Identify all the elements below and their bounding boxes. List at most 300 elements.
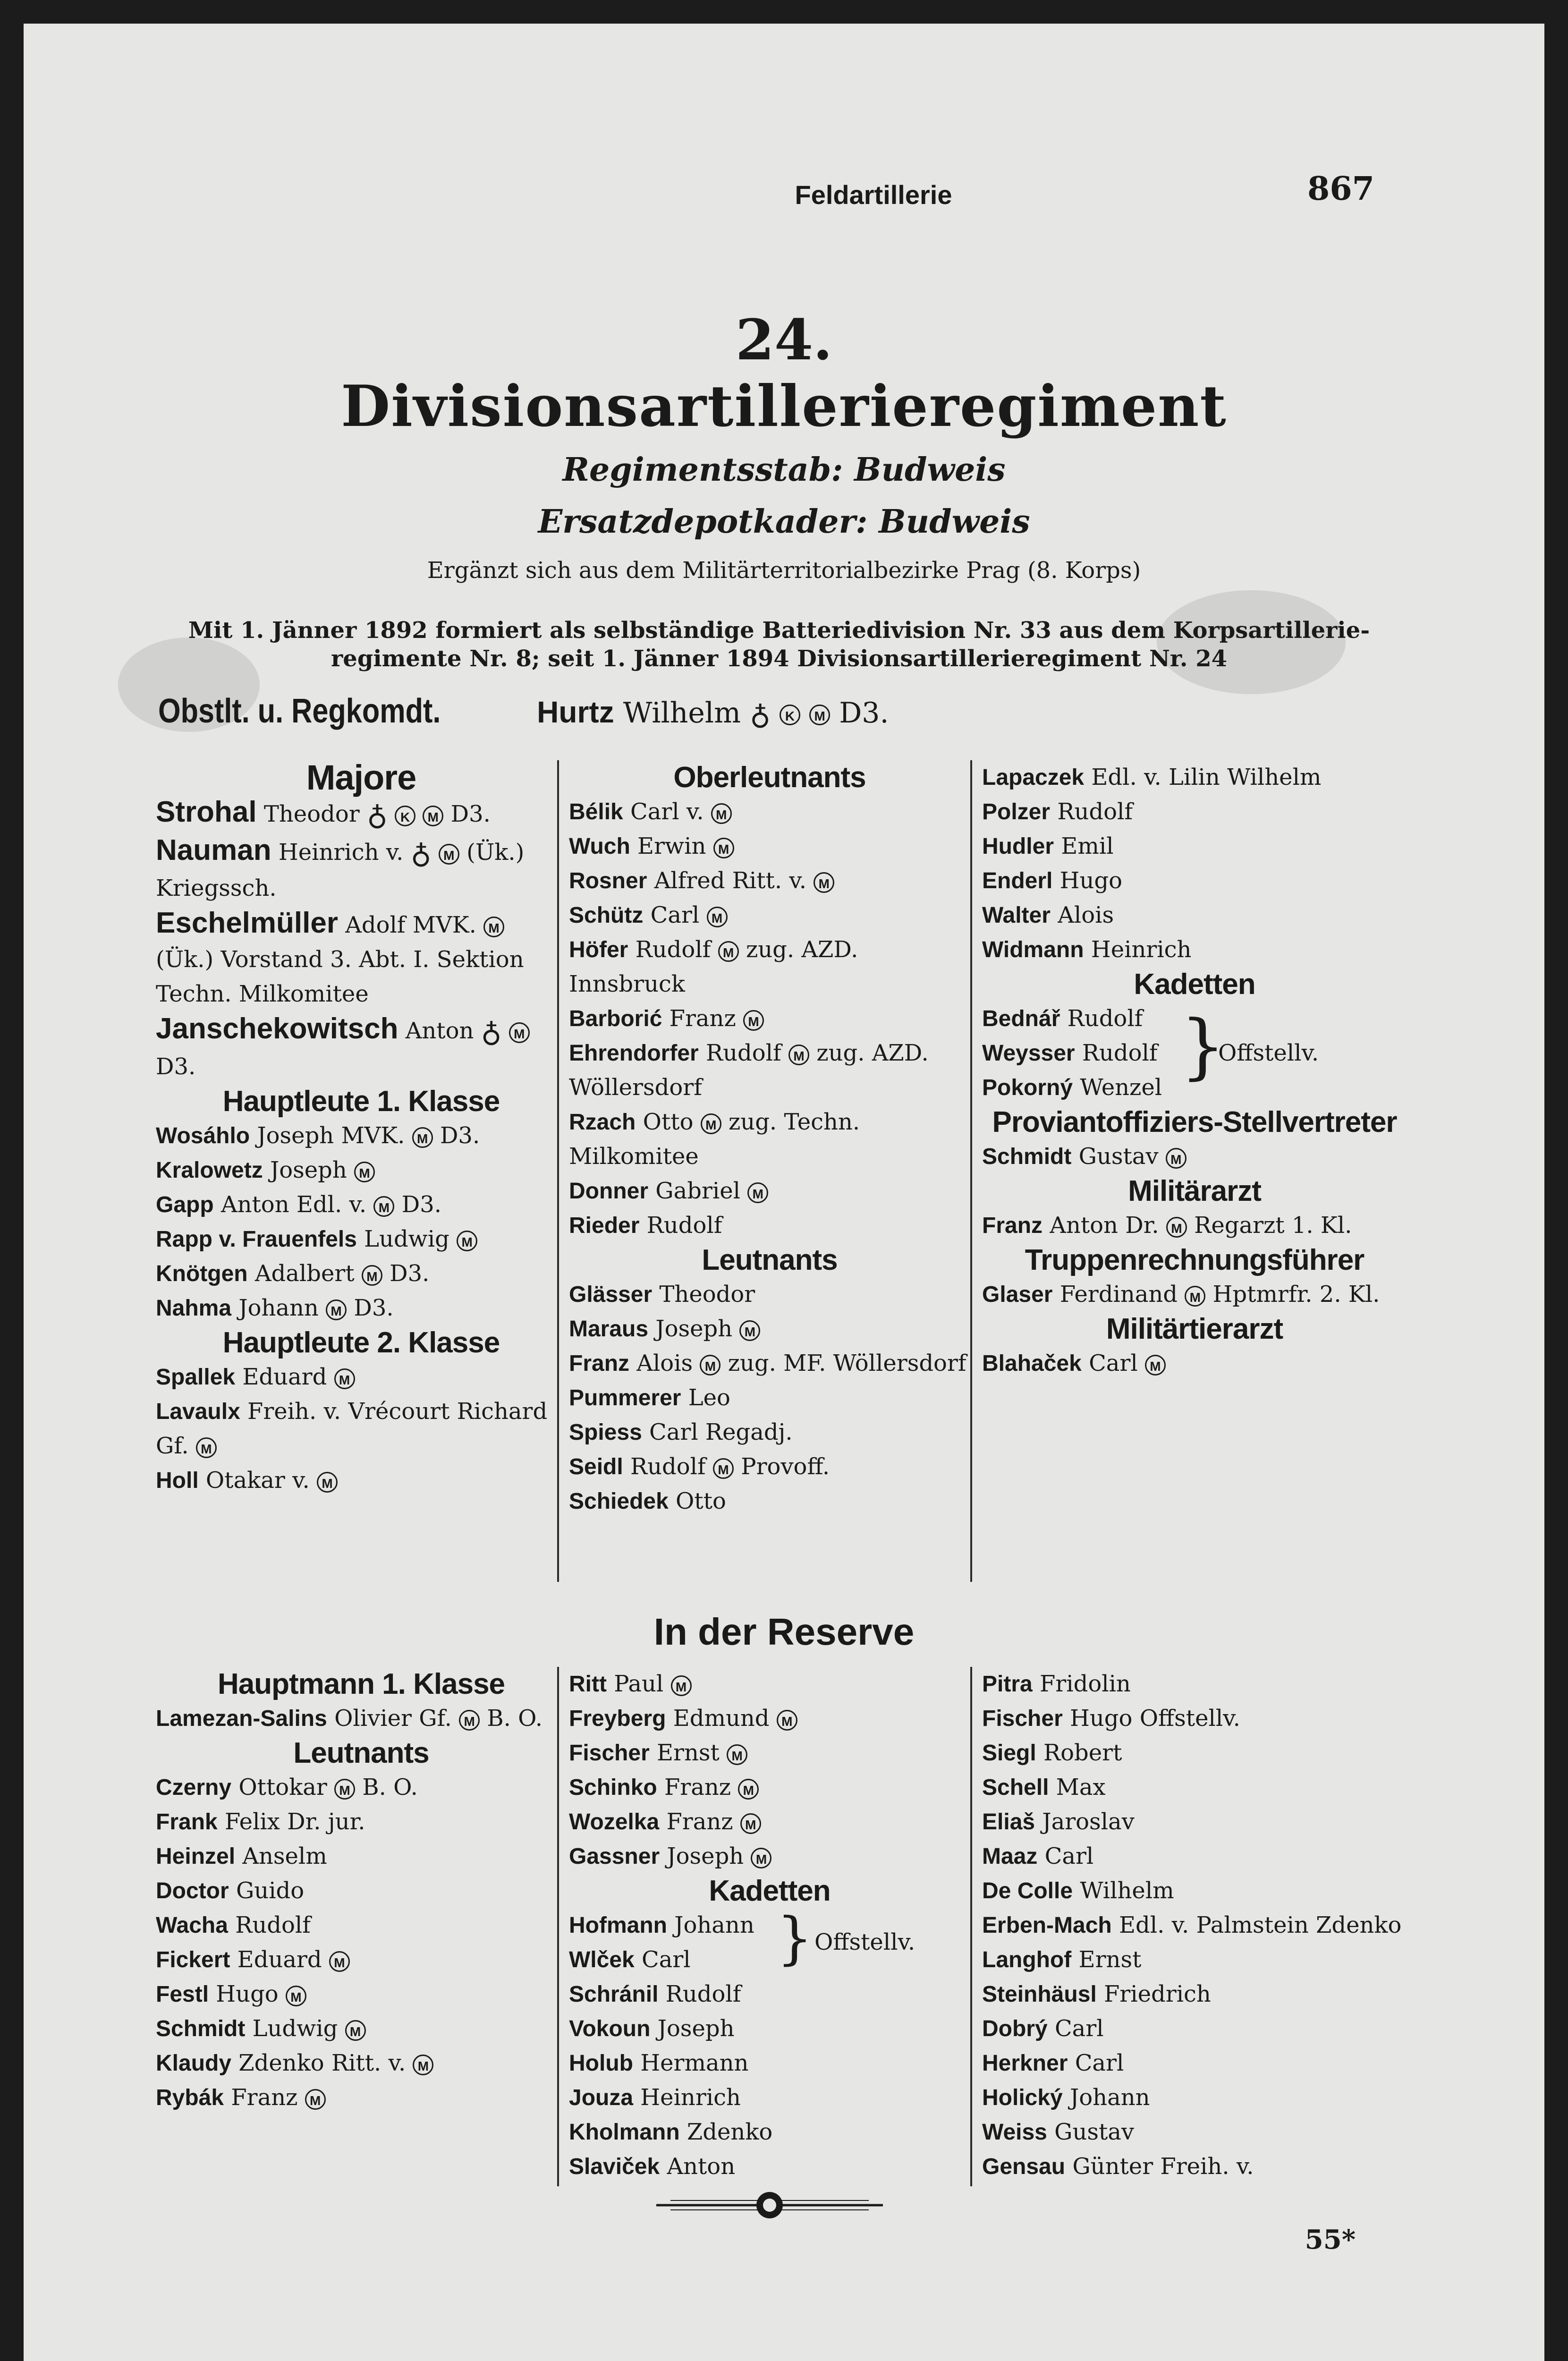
order-cross-icon: ♁	[366, 799, 388, 832]
surname: Heinzel	[156, 1844, 236, 1869]
surname: Wuch	[569, 834, 630, 859]
surname: Eliaš	[982, 1809, 1035, 1834]
given-name: Rudolf	[1057, 798, 1133, 825]
list-item	[982, 1770, 1407, 1805]
surname: Knötgen	[156, 1261, 248, 1286]
surname: Pokorný	[982, 1075, 1073, 1100]
surname: Lavaulx	[156, 1399, 240, 1424]
given-name: Heinrich v.	[278, 839, 404, 866]
mark-m-icon: M	[711, 803, 732, 824]
given-name: Joseph	[657, 2015, 735, 2042]
given-name: Adalbert	[254, 1260, 355, 1287]
mark-m-icon: M	[439, 844, 459, 865]
given-name: Ernst	[1078, 1946, 1142, 1973]
surname: Schránil	[569, 1982, 659, 2007]
list-item	[156, 1770, 567, 1805]
list-item	[156, 1839, 567, 1874]
section-heading: Proviantoffiziers-Stellvertreter	[992, 1106, 1397, 1138]
brace-icon: }	[1180, 1005, 1226, 1087]
mark-m-icon: M	[286, 1986, 306, 2006]
surname: Schütz	[569, 903, 644, 928]
list-item	[156, 1188, 567, 1222]
entry-note: (Ük.) Vorstand 3. Abt. I. Sektion Techn. Milkomitee	[156, 946, 524, 1007]
section-heading: Militärarzt	[1128, 1175, 1261, 1207]
surname: Wosáhlo	[156, 1123, 250, 1148]
list-item	[569, 1770, 970, 1805]
entry-note: Offstellv.	[1139, 1705, 1240, 1732]
given-name: Rudolf	[635, 936, 711, 963]
surname: Kholmann	[569, 2120, 680, 2145]
list-item	[569, 1805, 970, 1839]
surname: Weiss	[982, 2120, 1047, 2145]
given-name: Ludwig	[364, 1226, 449, 1252]
given-name: Franz	[669, 1005, 736, 1032]
given-name: Heinrich	[640, 2084, 741, 2111]
given-name: Gabriel	[655, 1178, 741, 1204]
list-item	[982, 1943, 1407, 1977]
given-name: Wenzel	[1080, 1074, 1162, 1101]
list-item	[156, 833, 567, 906]
reserve-column-2	[569, 1667, 970, 2184]
list-item	[982, 1977, 1407, 2012]
surname: Frank	[156, 1809, 218, 1834]
mark-m-icon: M	[743, 1010, 764, 1031]
signature-mark: 55*	[1305, 2224, 1356, 2255]
surname: Hudler	[982, 834, 1054, 859]
given-name: Fridolin	[1039, 1671, 1131, 1697]
mark-k-icon: K	[395, 806, 415, 826]
list-item	[569, 1415, 970, 1450]
list-item	[156, 1394, 567, 1463]
list-item	[982, 1346, 1407, 1381]
mark-m-icon: M	[1166, 1217, 1187, 1238]
list-item	[982, 1736, 1407, 1770]
given-name: Robert	[1043, 1740, 1122, 1766]
surname: Polzer	[982, 799, 1051, 824]
section-heading: Leutnants	[702, 1244, 838, 1276]
reserve-column-3	[982, 1667, 1407, 2184]
mark-m-icon: M	[329, 1951, 350, 1972]
list-item	[156, 795, 567, 833]
reserve-column-1	[156, 1667, 567, 2115]
mark-m-icon: M	[788, 1045, 809, 1065]
surname: Steinhäusl	[982, 1982, 1097, 2007]
mark-m-icon: M	[509, 1022, 530, 1043]
given-name: Otto	[643, 1109, 694, 1135]
commander-given: Wilhelm	[623, 696, 741, 730]
list-item	[569, 1450, 970, 1484]
recruitment-note: Ergänzt sich aus dem Militärterritorialbezirke Prag (8. Korps)	[427, 557, 1141, 584]
surname: Slaviček	[569, 2154, 660, 2179]
list-item	[569, 2012, 970, 2046]
mark-m-icon: M	[739, 1320, 760, 1341]
list-item	[982, 829, 1407, 864]
mark-m-icon: M	[713, 838, 734, 858]
list-item	[569, 1667, 970, 1701]
section-heading: Majore	[306, 758, 416, 797]
list-item	[156, 2012, 567, 2046]
given-name: Guido	[236, 1877, 305, 1904]
surname: Holl	[156, 1468, 199, 1493]
list-item	[569, 1002, 970, 1036]
list-item	[569, 2115, 970, 2149]
given-name: Friedrich	[1103, 1981, 1211, 2007]
entry-note: D3.	[354, 1295, 394, 1321]
list-item	[569, 1381, 970, 1415]
given-name: Zdenko	[687, 2119, 773, 2145]
given-name: Johann	[674, 1912, 754, 1938]
surname: Czerny	[156, 1775, 232, 1800]
mark-m-icon: M	[809, 705, 830, 725]
section-heading: Kadetten	[1134, 968, 1255, 1001]
surname: Nauman	[156, 834, 271, 866]
surname: Fischer	[982, 1706, 1063, 1731]
given-name: Carl	[1089, 1350, 1138, 1376]
page	[24, 24, 1544, 2361]
list-item	[156, 1222, 567, 1257]
list-item	[156, 1943, 567, 1977]
page-number: 867	[1307, 170, 1374, 208]
entry-note: D3.	[450, 801, 491, 827]
list-item	[569, 1208, 970, 1243]
surname: Festl	[156, 1982, 209, 2007]
list-item	[156, 1011, 567, 1084]
mark-m-icon: M	[373, 1196, 394, 1217]
list-item	[156, 1360, 567, 1394]
entry-note: Provoff.	[741, 1453, 830, 1480]
given-name: Ferdinand	[1059, 1281, 1178, 1308]
entry-note: D3.	[401, 1191, 441, 1218]
surname: Bélik	[569, 799, 623, 824]
given-name: Joseph MVK.	[257, 1122, 405, 1149]
given-name: Jaroslav	[1042, 1809, 1135, 1835]
mark-m-icon: M	[718, 941, 739, 962]
given-name: Freih. v. Vrécourt Richard Gf.	[156, 1398, 548, 1459]
list-item	[156, 1977, 567, 2012]
given-name: Leo	[688, 1384, 730, 1411]
mark-m-icon: M	[1185, 1286, 1205, 1307]
mark-m-icon: M	[334, 1779, 355, 1800]
surname: Franz	[569, 1351, 630, 1376]
surname: Glaser	[982, 1282, 1053, 1307]
given-name: Otakar v.	[205, 1467, 310, 1494]
list-item	[569, 829, 970, 864]
given-name: Ludwig	[252, 2015, 338, 2042]
mark-m-icon: M	[334, 1368, 355, 1389]
column-divider	[970, 760, 972, 1582]
given-name: Paul	[614, 1671, 664, 1697]
surname: Franz	[982, 1213, 1043, 1238]
given-name: Carl	[1044, 1843, 1094, 1869]
list-item	[982, 1908, 1407, 1943]
given-name: Ernst	[657, 1740, 720, 1766]
given-name: Otto	[676, 1488, 726, 1514]
given-name: Carl	[650, 902, 700, 928]
given-name: Anton Edl. v.	[220, 1191, 367, 1218]
list-item	[569, 2046, 970, 2081]
list-item	[982, 760, 1407, 795]
list-item	[569, 1312, 970, 1346]
mark-m-icon: M	[777, 1710, 797, 1731]
order-cross-icon: ♁	[481, 1016, 502, 1049]
list-item	[982, 1874, 1407, 1908]
given-name: Franz	[666, 1809, 733, 1835]
surname: Gensau	[982, 2154, 1066, 2179]
depot: Ersatzdepotkader: Budweis	[538, 503, 1030, 541]
list-item	[569, 1346, 970, 1381]
list-item	[569, 1839, 970, 1874]
surname: Lamezan-Salins	[156, 1706, 327, 1731]
mark-m-icon: M	[317, 1472, 338, 1493]
list-item	[982, 933, 1407, 967]
surname: Doctor	[156, 1878, 229, 1903]
brace-icon: }	[777, 1906, 813, 1971]
given-name: Joseph	[270, 1157, 347, 1183]
surname: Widmann	[982, 937, 1084, 962]
order-cross-icon: ♁	[410, 837, 432, 870]
given-name: Joseph	[667, 1843, 744, 1869]
given-name: Anton	[667, 2153, 736, 2180]
list-item	[569, 2081, 970, 2115]
list-item	[982, 1139, 1407, 1174]
entry-note: (Ük.) Kriegssch.	[156, 839, 525, 901]
list-item	[982, 2081, 1407, 2115]
given-name: Edl. v. Lilin Wilhelm	[1091, 764, 1322, 790]
list-item	[569, 1174, 970, 1208]
entry-note: D3.	[440, 1122, 480, 1149]
mark-m-icon: M	[362, 1265, 382, 1286]
surname: Rosner	[569, 868, 647, 893]
given-name: Franz	[664, 1774, 731, 1800]
section-heading: Truppenrechnungsführer	[1025, 1244, 1365, 1276]
mark-m-icon: M	[326, 1299, 347, 1320]
given-name: Felix Dr. jur.	[224, 1809, 365, 1835]
mark-m-icon: M	[1145, 1355, 1166, 1376]
given-name: Heinrich	[1091, 936, 1192, 963]
given-name: Carl	[1075, 2050, 1124, 2076]
given-name: Carl v.	[630, 798, 704, 825]
entry-note: zug. AZD. Innsbruck	[569, 936, 858, 997]
entry-note: Hptmrfr. 2. Kl.	[1212, 1281, 1380, 1308]
mark-m-icon: M	[459, 1710, 480, 1731]
list-item	[569, 864, 970, 898]
mark-m-icon: M	[671, 1675, 692, 1696]
list-item	[156, 2081, 567, 2115]
mark-k-icon: K	[780, 705, 800, 725]
given-name: Franz	[231, 2084, 298, 2111]
list-item	[982, 2012, 1407, 2046]
given-name: Erwin	[637, 833, 706, 859]
mark-m-icon: M	[345, 2020, 366, 2041]
list-item	[569, 933, 970, 1002]
list-item	[156, 1701, 567, 1736]
list-item	[982, 1805, 1407, 1839]
ornament-divider-icon	[652, 2186, 888, 2224]
surname: Pummerer	[569, 1385, 681, 1410]
given-name: Anton Dr.	[1050, 1212, 1159, 1239]
mark-m-icon: M	[713, 1458, 734, 1479]
surname: Holický	[982, 2085, 1063, 2110]
list-item	[569, 1105, 970, 1174]
given-name: Anselm	[242, 1843, 327, 1869]
mark-m-icon: M	[423, 806, 443, 826]
entry-note: zug. Techn. Milkomitee	[569, 1109, 860, 1170]
list-item	[156, 906, 567, 1011]
given-name: Max	[1056, 1774, 1106, 1800]
section-heading: Hauptleute 1. Klasse	[222, 1085, 500, 1118]
regimental-staff: Regimentsstab: Budweis	[562, 451, 1006, 489]
section-heading: Kadetten	[709, 1875, 831, 1907]
column-2	[569, 760, 970, 1519]
section-heading: Hauptleute 2. Klasse	[222, 1326, 500, 1359]
surname: Vokoun	[569, 2016, 651, 2041]
cadet-note: Offstellv.	[814, 1929, 915, 1955]
cadet-group	[982, 1002, 1407, 1105]
surname: Gapp	[156, 1192, 214, 1217]
surname: Erben-Mach	[982, 1913, 1112, 1938]
surname: Klaudy	[156, 2051, 232, 2076]
surname: Pitra	[982, 1672, 1033, 1697]
list-item	[156, 2046, 567, 2081]
mark-m-icon: M	[747, 1182, 768, 1203]
cadet-group	[569, 1908, 970, 1977]
given-name: Gustav	[1078, 1143, 1159, 1170]
surname: Rybák	[156, 2085, 224, 2110]
surname: Kralowetz	[156, 1158, 263, 1183]
given-name: Anton	[405, 1018, 474, 1044]
given-name: Alois	[636, 1350, 693, 1376]
surname: Ehrendorfer	[569, 1041, 699, 1066]
given-name: Joseph	[655, 1316, 733, 1342]
given-name: Edmund	[673, 1705, 770, 1732]
surname: Donner	[569, 1179, 648, 1204]
mark-m-icon: M	[305, 2089, 326, 2110]
given-name: Johann	[1070, 2084, 1150, 2111]
given-name: Hugo	[1059, 867, 1123, 894]
history-note: Mit 1. Jänner 1892 formiert als selbständige Batteriedivision Nr. 33 aus dem Korpsartillerie-regimente Nr. 8; seit 1. Jänner 1894 Divisionsartillerieregiment Nr. 24	[188, 617, 1370, 672]
given-name: Rudolf	[1082, 1040, 1158, 1066]
list-item	[982, 1208, 1407, 1243]
mark-m-icon: M	[727, 1744, 747, 1765]
list-item	[982, 1277, 1407, 1312]
entry-note: B. O.	[487, 1705, 542, 1732]
mark-m-icon: M	[740, 1813, 761, 1834]
given-name: Alfred Ritt. v.	[654, 867, 807, 894]
surname: Schmidt	[982, 1144, 1072, 1169]
list-item	[569, 1277, 970, 1312]
list-item	[569, 1036, 970, 1105]
section-heading: Leutnants	[293, 1737, 429, 1769]
surname: Wozelka	[569, 1809, 660, 1834]
mark-m-icon: M	[707, 907, 728, 927]
surname: Dobrý	[982, 2016, 1048, 2041]
mark-m-icon: M	[412, 1127, 433, 1148]
list-item	[982, 1839, 1407, 1874]
mark-m-icon: M	[814, 872, 834, 893]
list-item	[156, 1874, 567, 1908]
section-heading: Oberleutnants	[673, 761, 866, 794]
mark-m-icon: M	[354, 1162, 375, 1182]
section-heading: Hauptmann 1. Klasse	[217, 1668, 505, 1700]
list-item	[156, 1257, 567, 1291]
commander-line	[158, 692, 1433, 731]
entry-note: zug. AZD. Wöllersdorf	[569, 1040, 929, 1101]
list-item	[569, 1977, 970, 2012]
list-item	[982, 1667, 1407, 1701]
list-item	[156, 1291, 567, 1325]
surname: De Colle	[982, 1878, 1073, 1903]
surname: Lapaczek	[982, 765, 1085, 790]
given-name: Günter Freih. v.	[1072, 2153, 1254, 2180]
given-name: Gustav	[1054, 2119, 1135, 2145]
given-name: Rudolf	[630, 1453, 706, 1480]
given-name: Carl	[642, 1946, 691, 1973]
mark-m-icon: M	[457, 1231, 477, 1251]
surname: Freyberg	[569, 1706, 666, 1731]
surname: Schinko	[569, 1775, 657, 1800]
list-item	[982, 2046, 1407, 2081]
surname: Glässer	[569, 1282, 653, 1307]
surname: Rieder	[569, 1213, 640, 1238]
surname: Bednář	[982, 1006, 1060, 1031]
given-name: Alois	[1058, 902, 1114, 928]
list-item	[982, 2115, 1407, 2149]
surname: Herkner	[982, 2051, 1068, 2076]
surname: Barborić	[569, 1006, 662, 1031]
given-name: Johann	[238, 1295, 319, 1321]
surname: Schell	[982, 1775, 1049, 1800]
commander-suffix: D3.	[839, 696, 889, 730]
running-head: Feldartillerie	[795, 180, 952, 210]
surname: Langhof	[982, 1947, 1072, 1972]
surname: Rzach	[569, 1110, 636, 1135]
surname: Maraus	[569, 1316, 649, 1342]
given-name: Eduard	[242, 1364, 327, 1390]
list-item	[982, 795, 1407, 829]
surname: Schiedek	[569, 1489, 669, 1514]
given-name: Theodor	[263, 801, 360, 827]
mark-m-icon: M	[751, 1848, 771, 1868]
given-name: Wilhelm	[1080, 1877, 1174, 1904]
given-name: Eduard	[237, 1946, 322, 1973]
mark-m-icon: M	[738, 1779, 759, 1800]
reserve-title: In der Reserve	[653, 1611, 915, 1653]
entry-note: D3.	[390, 1260, 430, 1287]
surname: Spiess	[569, 1420, 642, 1445]
surname: Jouza	[569, 2085, 634, 2110]
list-item	[156, 1153, 567, 1188]
surname: Seidl	[569, 1454, 623, 1479]
mark-m-icon: M	[483, 917, 504, 937]
surname: Blahaček	[982, 1351, 1082, 1376]
given-name: Carl	[1054, 2015, 1104, 2042]
mark-m-icon: M	[196, 1437, 217, 1458]
given-name: Edl. v. Palmstein Zdenko	[1119, 1912, 1402, 1938]
given-name: Rudolf	[235, 1912, 311, 1938]
list-item	[569, 795, 970, 829]
list-item	[569, 1736, 970, 1770]
entry-note: Regarzt 1. Kl.	[1194, 1212, 1352, 1239]
list-item	[569, 2149, 970, 2184]
surname: Strohal	[156, 796, 257, 828]
regiment-title: Divisionsartillerieregiment	[341, 373, 1227, 440]
order-cross-icon: ♁	[750, 698, 771, 732]
mark-m-icon: M	[700, 1355, 720, 1376]
mark-m-icon: M	[413, 2055, 433, 2075]
list-item	[156, 1805, 567, 1839]
given-name: Hugo	[1070, 1705, 1133, 1732]
given-name: Adolf MVK.	[345, 912, 476, 938]
